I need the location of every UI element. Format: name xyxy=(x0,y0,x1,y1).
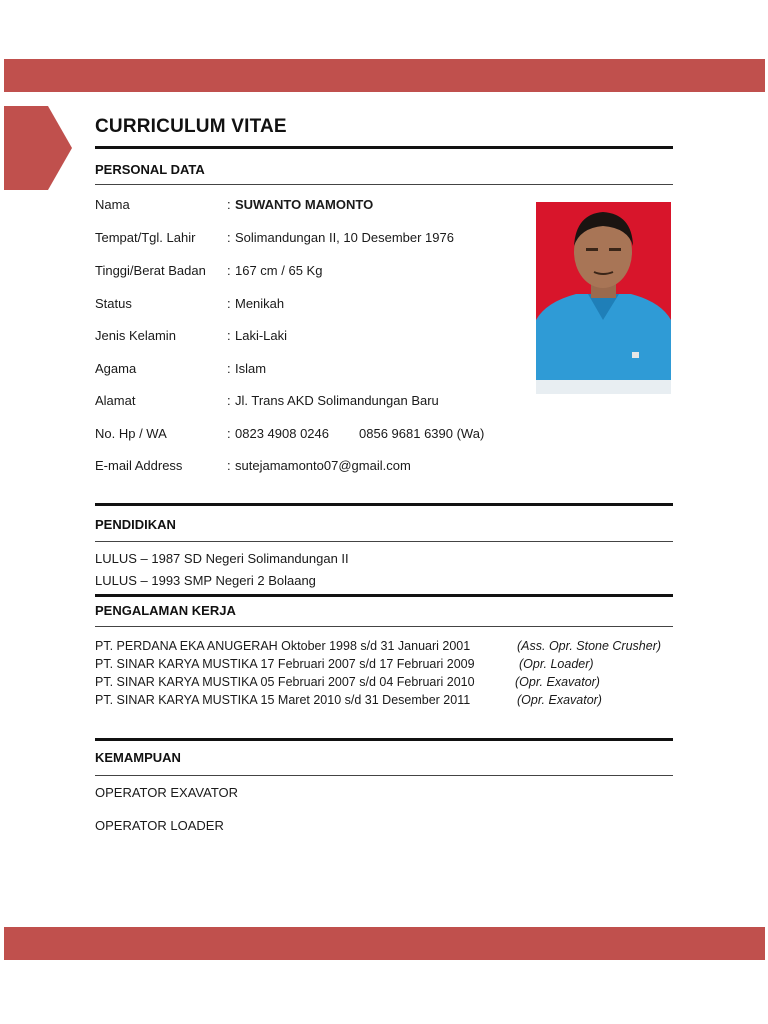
row-label: Agama xyxy=(95,361,137,376)
experience-role: (Opr. Exavator) xyxy=(517,693,602,707)
row-colon: : xyxy=(227,328,231,343)
divider xyxy=(95,594,673,597)
row-value: 167 cm / 65 Kg xyxy=(235,263,323,278)
row-value: SUWANTO MAMONTO xyxy=(235,197,374,212)
row-label: Alamat xyxy=(95,393,136,408)
education-item: LULUS – 1987 SD Negeri Solimandungan II xyxy=(95,551,349,566)
row-label: Tempat/Tgl. Lahir xyxy=(95,230,196,245)
row-value: Menikah xyxy=(235,296,285,311)
profile-photo xyxy=(536,202,671,394)
row-value: Solimandungan II, 10 Desember 1976 xyxy=(235,230,454,245)
experience-text: PT. PERDANA EKA ANUGERAH Oktober 1998 s/d 31 Januari 2001 xyxy=(95,639,471,653)
skill-item: OPERATOR EXAVATOR xyxy=(95,785,239,800)
row-colon: : xyxy=(227,361,231,376)
row-colon: : xyxy=(227,197,231,212)
page-title: CURRICULUM VITAE xyxy=(95,116,287,137)
divider xyxy=(95,626,673,627)
row-label: No. Hp / WA xyxy=(95,426,167,441)
row-label: Jenis Kelamin xyxy=(95,328,176,343)
row-value: Jl. Trans AKD Solimandungan Baru xyxy=(235,393,439,408)
skill-item: OPERATOR LOADER xyxy=(95,818,224,833)
section-heading-education: PENDIDIKAN xyxy=(95,517,176,532)
row-colon: : xyxy=(227,296,231,311)
row-label: Nama xyxy=(95,197,130,212)
experience-text: PT. SINAR KARYA MUSTIKA 17 Februari 2007 s/d 17 Februari 2009 xyxy=(95,657,475,671)
divider xyxy=(95,184,673,185)
experience-item xyxy=(95,655,675,673)
experience-item xyxy=(95,691,675,709)
arrow-tab-icon xyxy=(4,106,72,190)
row-colon: : xyxy=(227,230,231,245)
experience-item xyxy=(95,673,675,691)
row-value: 0823 4908 0246 xyxy=(235,426,329,441)
divider xyxy=(95,541,673,542)
row-label: E-mail Address xyxy=(95,458,183,473)
experience-role: (Ass. Opr. Stone Crusher) xyxy=(517,639,662,653)
divider xyxy=(95,503,673,506)
header-band xyxy=(4,59,765,92)
divider xyxy=(95,738,673,741)
row-value-secondary: 0856 9681 6390 (Wa) xyxy=(359,426,485,441)
row-value: sutejamamonto07@gmail.com xyxy=(235,458,411,473)
experience-role: (Opr. Loader) xyxy=(519,657,594,671)
section-heading-experience: PENGALAMAN KERJA xyxy=(95,603,236,618)
row-value: Islam xyxy=(235,361,267,376)
divider xyxy=(95,775,673,776)
experience-role: (Opr. Exavator) xyxy=(515,675,600,689)
experience-item xyxy=(95,637,675,655)
row-colon: : xyxy=(227,426,231,441)
row-label: Status xyxy=(95,296,132,311)
experience-text: PT. SINAR KARYA MUSTIKA 05 Februari 2007 s/d 04 Februari 2010 xyxy=(95,675,475,689)
divider xyxy=(95,146,673,149)
personal-row-phone xyxy=(95,425,545,443)
row-value: Laki-Laki xyxy=(235,328,288,343)
section-heading-skills: KEMAMPUAN xyxy=(95,750,181,765)
section-heading-personal: PERSONAL DATA xyxy=(95,162,205,177)
row-label: Tinggi/Berat Badan xyxy=(95,263,206,278)
row-colon: : xyxy=(227,263,231,278)
footer-band xyxy=(4,927,765,960)
row-colon: : xyxy=(227,458,231,473)
row-colon: : xyxy=(227,393,231,408)
education-item: LULUS – 1993 SMP Negeri 2 Bolaang xyxy=(95,573,316,588)
experience-text: PT. SINAR KARYA MUSTIKA 15 Maret 2010 s/d 31 Desember 2011 xyxy=(95,693,471,707)
